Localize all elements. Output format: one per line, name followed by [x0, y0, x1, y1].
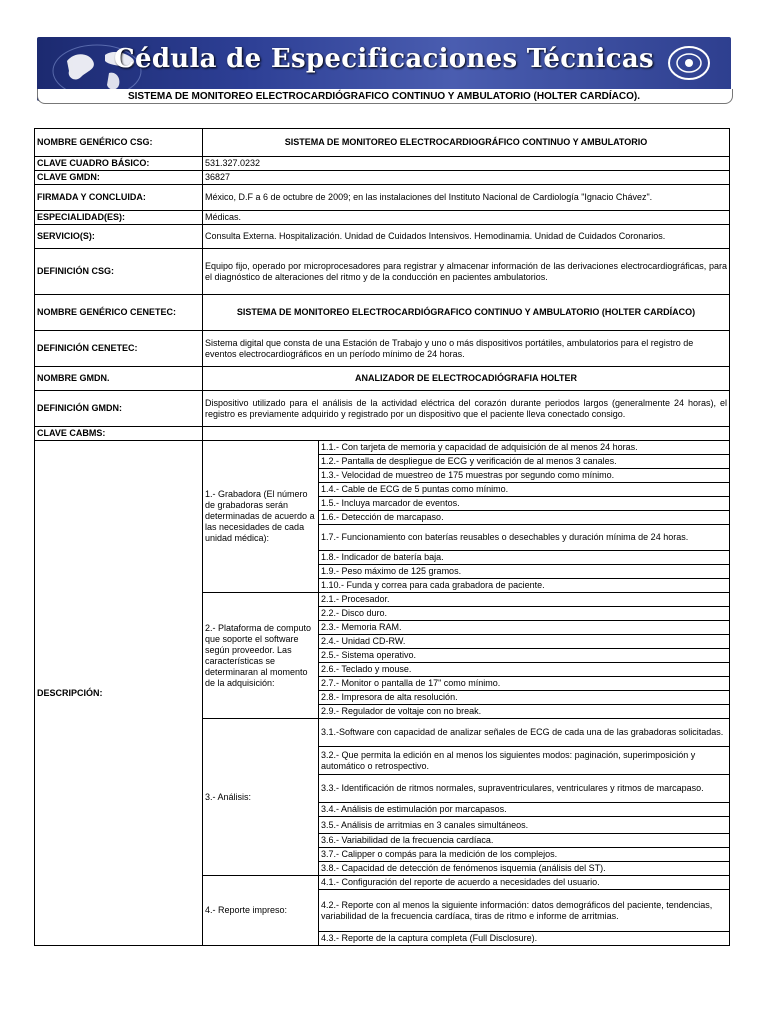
row-value: SISTEMA DE MONITOREO ELECTROCARDIOGRÁFICO CONTINUO Y AMBULATORIO	[203, 129, 730, 157]
list-item: 1.1.- Con tarjeta de memoria y capacidad de adquisición de al menos 24 horas.	[319, 441, 730, 455]
row-value: Consulta Externa. Hospitalización. Unidad de Cuidados Intensivos. Hemodinamia. Unidad de Cuidados Coronarios.	[203, 225, 730, 249]
group-label: 2.- Plataforma de computo que soporte el software según proveedor. Las características se determinaran al momento de la adquisición:	[203, 593, 319, 719]
list-item: 3.3.- Identificación de ritmos normales, supraventriculares, ventriculares y ritmos de marcapaso.	[319, 775, 730, 803]
row-label: SERVICIO(S):	[35, 225, 203, 249]
list-item: 4.1.- Configuración del reporte de acuerdo a necesidades del usuario.	[319, 876, 730, 890]
document-subtitle: SISTEMA DE MONITOREO ELECTROCARDIÓGRAFICO CONTINUO Y AMBULATORIO (HOLTER CARDÍACO).	[127, 91, 641, 102]
list-item: 4.2.- Reporte con al menos la siguiente información: datos demográficos del paciente, tendencias, variabilidad de la frecuencia cardíaca, tiras de ritmo e informe de arritmias.	[319, 890, 730, 932]
table-row	[35, 367, 730, 391]
list-item: 1.5.- Incluya marcador de eventos.	[319, 497, 730, 511]
row-value: Dispositivo utilizado para el análisis de la actividad eléctrica del corazón durante periodos largos (generalmente 24 horas), el registro es previamente adquirido y registrado por un dispositivo que el paciente lleva conectado consigo.	[203, 391, 730, 427]
row-label: CLAVE CUADRO BÁSICO:	[35, 157, 203, 171]
table-row	[35, 157, 730, 171]
table-row	[35, 391, 730, 427]
row-value: ANALIZADOR DE ELECTROCADIÓGRAFIA HOLTER	[203, 367, 730, 391]
list-item: 3.1.-Software con capacidad de analizar señales de ECG de cada una de las grabadoras solicitadas.	[319, 719, 730, 747]
row-value: 36827	[203, 171, 730, 185]
row-value: Equipo fijo, operado por microprocesadores para registrar y almacenar información de las derivaciones electrocardiográficas, para el diagnóstico de alteraciones del ritmo y de la conducción en pacientes ambulatorios.	[203, 249, 730, 295]
list-item: 1.6.- Detección de marcapaso.	[319, 511, 730, 525]
row-label: CLAVE GMDN:	[35, 171, 203, 185]
row-label: DEFINICIÓN GMDN:	[35, 391, 203, 427]
row-label: ESPECIALIDAD(ES):	[35, 211, 203, 225]
group-label: 1.- Grabadora (El número de grabadoras serán determinadas de acuerdo a las necesidades de cada unidad médica):	[203, 441, 319, 593]
list-item: 1.7.- Funcionamiento con baterías reusables o desechables y duración mínima de 24 horas.	[319, 525, 730, 551]
list-item: 2.2.- Disco duro.	[319, 607, 730, 621]
list-item: 1.8.- Indicador de batería baja.	[319, 551, 730, 565]
row-value: SISTEMA DE MONITOREO ELECTROCARDIÓGRAFICO CONTINUO Y AMBULATORIO (HOLTER CARDÍACO)	[203, 295, 730, 331]
row-value: Médicas.	[203, 211, 730, 225]
table-row	[35, 171, 730, 185]
list-item: 2.4.- Unidad CD-RW.	[319, 635, 730, 649]
list-item: 3.5.- Análisis de arritmias en 3 canales simultáneos.	[319, 817, 730, 834]
list-item: 2.8.- Impresora de alta resolución.	[319, 691, 730, 705]
row-label: DEFINICIÓN CSG:	[35, 249, 203, 295]
row-value: 531.327.0232	[203, 157, 730, 171]
description-label: DESCRIPCIÓN:	[35, 441, 203, 946]
table-row	[35, 225, 730, 249]
row-label: DEFINICIÓN CENETEC:	[35, 331, 203, 367]
list-item: 3.8.- Capacidad de detección de fenómenos isquemia (análisis del ST).	[319, 862, 730, 876]
list-item: 2.9.- Regulador de voltaje con no break.	[319, 705, 730, 719]
row-value: Sistema digital que consta de una Estación de Trabajo y uno o más dispositivos portátiles, ambulatorios para el registro de eventos electrocardiográficos en un período mínimo de 24 horas.	[203, 331, 730, 367]
row-label: NOMBRE GENÉRICO CSG:	[35, 129, 203, 157]
row-value	[203, 427, 730, 441]
list-item: 1.10.- Funda y correa para cada grabadora de paciente.	[319, 579, 730, 593]
page-title: Cédula de Especificaciones Técnicas	[113, 44, 654, 74]
list-item: 2.1.- Procesador.	[319, 593, 730, 607]
group-label: 4.- Reporte impreso:	[203, 876, 319, 946]
table-row	[35, 249, 730, 295]
table-row	[35, 441, 730, 455]
list-item: 4.3.- Reporte de la captura completa (Full Disclosure).	[319, 932, 730, 946]
table-row	[35, 295, 730, 331]
list-item: 1.2.- Pantalla de despliegue de ECG y verificación de al menos 3 canales.	[319, 455, 730, 469]
row-label: NOMBRE GENÉRICO CENETEC:	[35, 295, 203, 331]
list-item: 3.2.- Que permita la edición en al menos los siguientes modos: paginación, superimposición y automático o retrospectivo.	[319, 747, 730, 775]
row-value: México, D.F a 6 de octubre de 2009; en las instalaciones del Instituto Nacional de Cardiología "Ignacio Chávez".	[203, 185, 730, 211]
table-row	[35, 427, 730, 441]
list-item: 2.6.- Teclado y mouse.	[319, 663, 730, 677]
list-item: 2.3.- Memoria RAM.	[319, 621, 730, 635]
list-item: 2.7.- Monitor o pantalla de 17" como mínimo.	[319, 677, 730, 691]
list-item: 1.9.- Peso máximo de 125 gramos.	[319, 565, 730, 579]
row-label: FIRMADA Y CONCLUIDA:	[35, 185, 203, 211]
group-label: 3.- Análisis:	[203, 719, 319, 876]
table-row	[35, 331, 730, 367]
table-row	[35, 211, 730, 225]
list-item: 1.3.- Velocidad de muestreo de 175 muestras por segundo como mínimo.	[319, 469, 730, 483]
list-item: 2.5.- Sistema operativo.	[319, 649, 730, 663]
list-item: 3.7.- Calipper o compás para la medición de los complejos.	[319, 848, 730, 862]
table-row	[35, 129, 730, 157]
row-label: NOMBRE GMDN.	[35, 367, 203, 391]
spec-table	[34, 128, 730, 946]
list-item: 1.4.- Cable de ECG de 5 puntas como mínimo.	[319, 483, 730, 497]
list-item: 3.4.- Análisis de estimulación por marcapasos.	[319, 803, 730, 817]
row-label: CLAVE CABMS:	[35, 427, 203, 441]
list-item: 3.6.- Variabilidad de la frecuencia cardíaca.	[319, 834, 730, 848]
table-row	[35, 185, 730, 211]
